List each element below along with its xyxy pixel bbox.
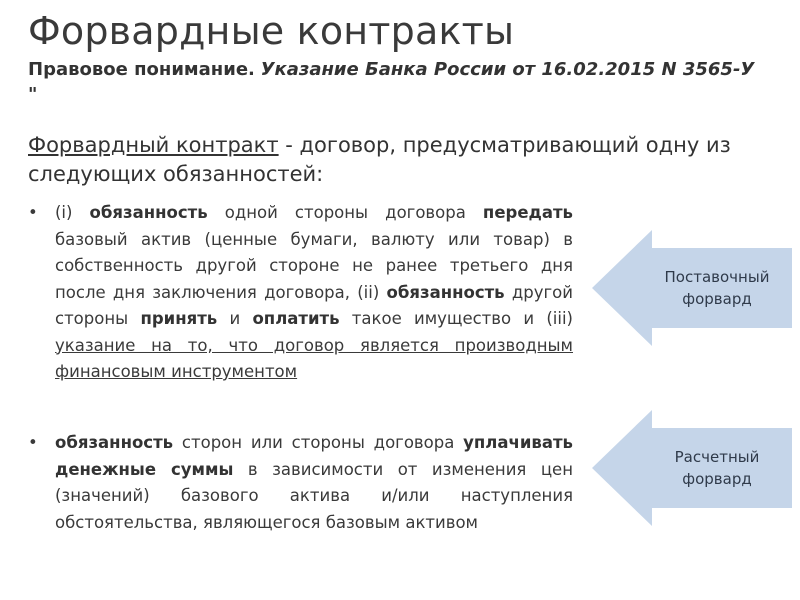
subtitle-bold: Правовое понимание.	[28, 59, 255, 80]
emphasis: обязанность	[55, 433, 174, 452]
arrow-label-line: форвард	[682, 470, 752, 488]
page-title: Форвардные контракты	[28, 9, 515, 53]
definition	[28, 131, 773, 189]
bullet-delivery	[28, 200, 573, 386]
bullet-settlement	[28, 430, 573, 536]
arrow-label-line: Расчетный	[674, 448, 760, 466]
bullet-settlement-text	[55, 430, 573, 536]
emphasis: уплачивать денежные суммы	[55, 433, 573, 479]
emphasis: передать	[482, 203, 573, 222]
settlement-forward-label	[642, 410, 792, 526]
bullet-dot: •	[28, 203, 38, 222]
text-part: базовый актив (ценные бумаги, валюту или товар) в собственность другой стороне не ранее третьего дня после дня заключения договора, (ii)	[55, 229, 573, 302]
emphasis: оплатить	[252, 309, 340, 328]
text-part: сторон или стороны договора	[173, 433, 464, 452]
text-part: такое имущество и (iii)	[339, 309, 573, 328]
text-part: другой стороны	[55, 282, 573, 328]
text-part: одной стороны договора	[207, 203, 483, 222]
bullet-dot: •	[28, 433, 38, 452]
delivery-forward-arrow	[592, 230, 792, 346]
delivery-forward-label	[642, 230, 792, 346]
emphasis: обязанность	[386, 282, 505, 302]
emphasis: обязанность	[89, 203, 208, 222]
arrow-label-line: Поставочный	[664, 268, 770, 286]
text-part: (i)	[55, 203, 90, 222]
underlined-text: указание на то, что договор является производным финансовым инструментом	[55, 335, 573, 381]
arrow-label-line: форвард	[682, 290, 752, 308]
settlement-forward-arrow	[592, 410, 792, 526]
definition-text: - договор, предусматривающий одну из следующих обязанностей:	[28, 133, 731, 186]
bullet-delivery-text	[55, 200, 573, 386]
definition-term: Форвардный контракт	[28, 133, 279, 157]
subtitle-source: Указание Банка России от 16.02.2015 N 3565-У "	[28, 59, 755, 105]
emphasis: принять	[140, 309, 218, 328]
text-part: в зависимости от изменения цен (значений) базового актива и/или наступления обстоятельства, являющегося базовым активом	[55, 459, 573, 532]
text-part: и	[217, 309, 253, 328]
subtitle	[28, 57, 768, 107]
